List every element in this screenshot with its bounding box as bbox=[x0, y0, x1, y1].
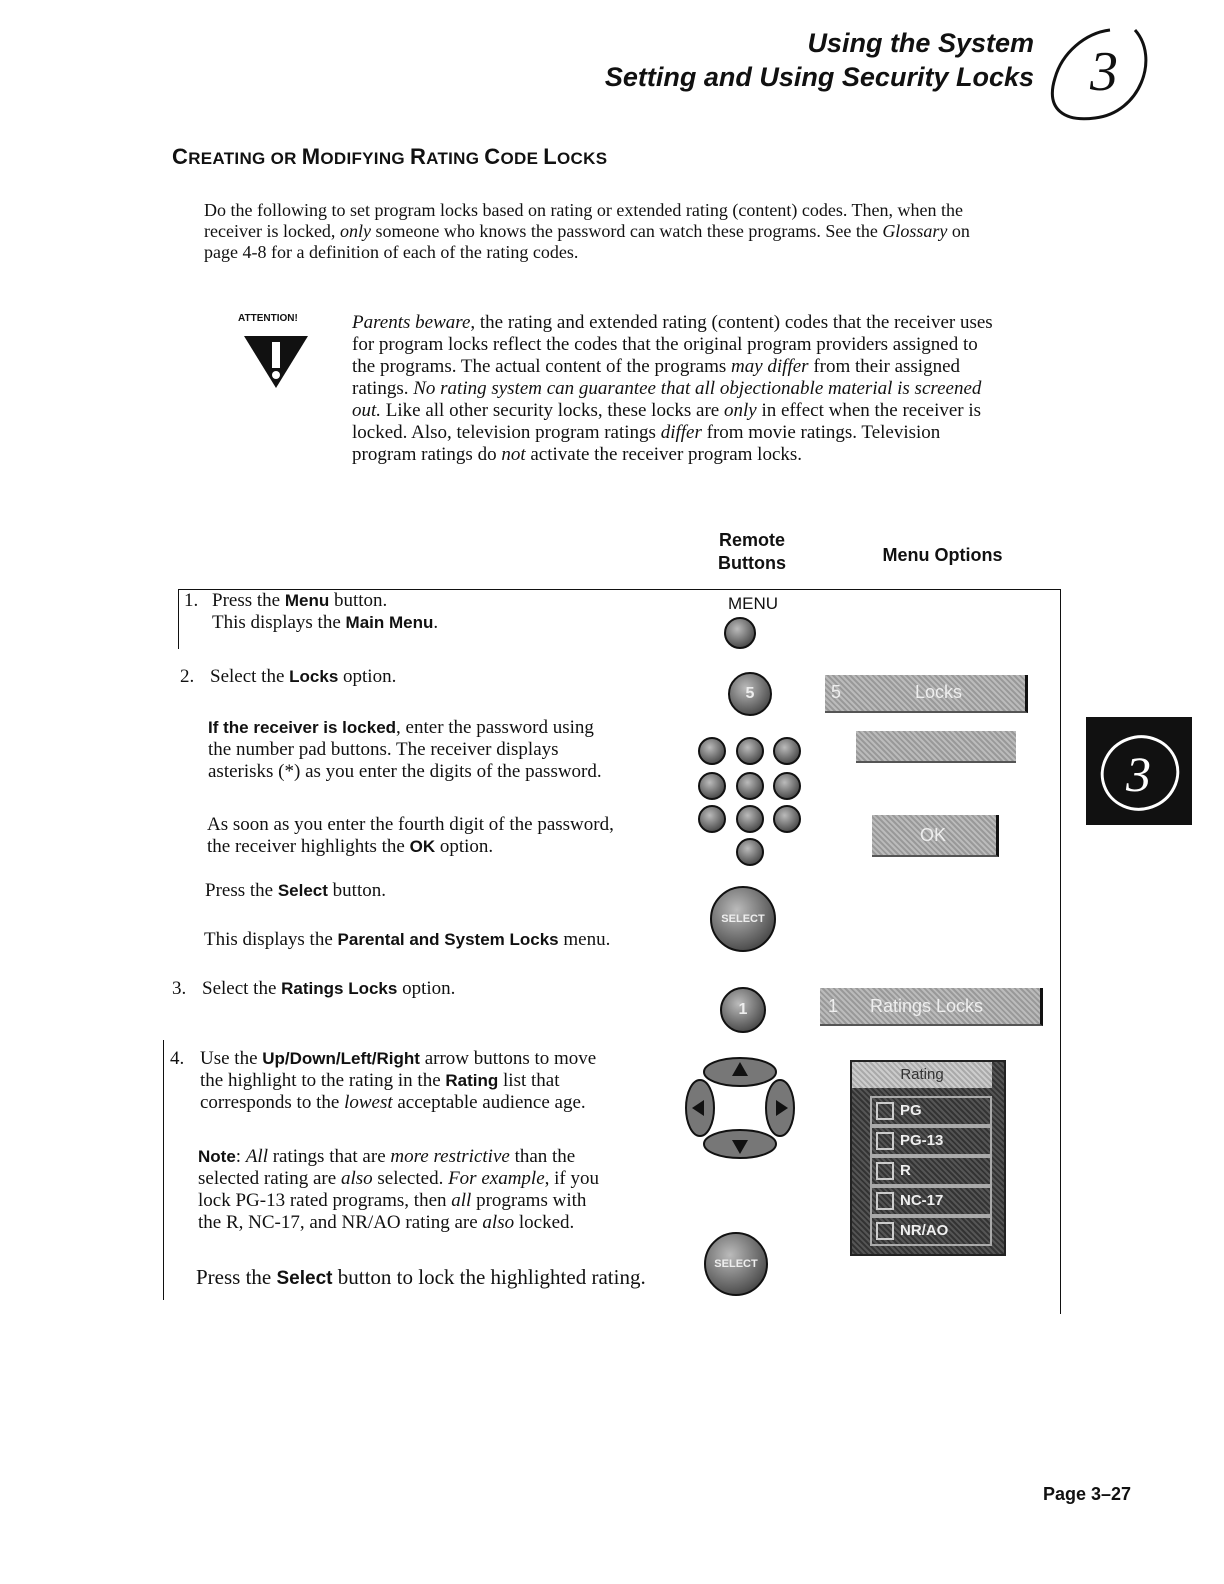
password-entry-field[interactable] bbox=[856, 731, 1016, 763]
rating-list-panel bbox=[850, 1060, 1006, 1256]
step-3-number: 3. bbox=[172, 978, 187, 999]
number-pad-button[interactable] bbox=[736, 838, 764, 866]
ok-menu-option[interactable]: OK bbox=[872, 815, 999, 857]
step-4-text: Use the Up/Down/Left/Right arrow buttons to move the highlight to the rating in the Rating list that corresponds to the lowest acceptable audience age. bbox=[200, 1048, 597, 1113]
chapter-side-tab bbox=[1086, 717, 1192, 825]
remote-key-5-button[interactable]: 5 bbox=[728, 672, 772, 716]
rating-item-pg[interactable]: PG bbox=[870, 1096, 992, 1126]
steps-box-left-line-lower bbox=[163, 1040, 164, 1300]
step-2-menu-text: This displays the Parental and System Locks menu. bbox=[204, 929, 611, 950]
chapter-circle-icon bbox=[1040, 18, 1150, 128]
number-pad-button[interactable] bbox=[773, 737, 801, 765]
locks-menu-option[interactable]: 5 Locks bbox=[825, 675, 1028, 713]
number-pad-button[interactable] bbox=[698, 805, 726, 833]
attention-warning-icon bbox=[242, 328, 310, 390]
checkbox-icon bbox=[876, 1132, 894, 1150]
checkbox-icon bbox=[876, 1102, 894, 1120]
number-pad-button[interactable] bbox=[773, 772, 801, 800]
header-line-1: Using the System bbox=[807, 28, 1034, 58]
number-pad-button[interactable] bbox=[736, 772, 764, 800]
checkbox-icon bbox=[876, 1222, 894, 1240]
step-2-ok-text: As soon as you enter the fourth digit of the password, the receiver highlights the OK option. bbox=[207, 814, 614, 857]
page-number: Page 3–27 bbox=[1043, 1484, 1132, 1504]
step-1-number: 1. bbox=[184, 590, 199, 611]
intro-paragraph: Do the following to set program locks based on rating or extended rating (content) codes. Then, when the receiver is locked, only someone who knows the password can watch these programs. See the Glossary on page 4-8 for a definition of each of the rating codes. bbox=[204, 200, 970, 262]
steps-box-right-line bbox=[1060, 589, 1061, 1314]
number-pad-button[interactable] bbox=[698, 772, 726, 800]
number-pad-button[interactable] bbox=[698, 737, 726, 765]
section-title: CREATING OR MODIFYING RATING CODE LOCKS bbox=[172, 144, 608, 169]
header-line-2: Setting and Using Security Locks bbox=[604, 62, 1034, 92]
attention-paragraph: Parents beware, the rating and extended rating (content) codes that the receiver uses for program locks reflect the codes that the original program providers assigned to the programs. The actual content of the programs may differ from their assigned ratings. No rating system can guarantee that all objectionable material is screened out. Like all other security locks, these locks are only in effect when the receiver is locked. Also, television program ratings differ from movie ratings. Television program ratings do not activate the receiver program locks. bbox=[352, 312, 993, 465]
chapter-number: 3 bbox=[1090, 41, 1118, 103]
step-4-note: Note: All ratings that are more restrictive than the selected rating are also selected. For example, if you lock PG-13 rated programs, then all programs with the R, NC-17, and NR/AO rating are also locked. bbox=[198, 1146, 599, 1233]
arrow-pad[interactable] bbox=[684, 1052, 796, 1164]
rating-item-nrao[interactable]: NR/AO bbox=[870, 1216, 992, 1246]
number-pad-button[interactable] bbox=[736, 737, 764, 765]
remote-key-1-button[interactable]: 1 bbox=[720, 987, 766, 1033]
step-4-final-text: Press the Select button to lock the highlighted rating. bbox=[196, 1265, 646, 1289]
menu-button-label: MENU bbox=[728, 594, 779, 613]
svg-text:3: 3 bbox=[1126, 746, 1151, 802]
remote-buttons-header: Remote Buttons bbox=[718, 530, 786, 573]
rating-item-r[interactable]: R bbox=[870, 1156, 992, 1186]
checkbox-icon bbox=[876, 1192, 894, 1210]
step-2-text: Select the Locks option. bbox=[210, 666, 397, 687]
step-1-text: Press the Menu button. This displays the Main Menu. bbox=[212, 590, 439, 633]
step-4-number: 4. bbox=[170, 1048, 185, 1069]
checkbox-icon bbox=[876, 1162, 894, 1180]
number-pad-button[interactable] bbox=[736, 805, 764, 833]
select-button[interactable]: SELECT bbox=[710, 886, 776, 952]
step-2-select-text: Press the Select button. bbox=[205, 880, 386, 901]
chapter-tab-circle-icon bbox=[1086, 717, 1192, 825]
rating-item-pg13[interactable]: PG-13 bbox=[870, 1126, 992, 1156]
rating-item-nc17[interactable]: NC-17 bbox=[870, 1186, 992, 1216]
select-button-final[interactable]: SELECT bbox=[704, 1232, 768, 1296]
rating-list-header: Rating bbox=[852, 1062, 992, 1088]
ratings-locks-menu-option[interactable]: 1 Ratings Locks bbox=[820, 988, 1043, 1026]
number-pad-button[interactable] bbox=[773, 805, 801, 833]
menu-options-header: Menu Options bbox=[882, 545, 1003, 565]
step-2-number: 2. bbox=[180, 666, 195, 687]
attention-label: ATTENTION! bbox=[238, 313, 298, 324]
steps-box-left-line bbox=[178, 589, 179, 649]
menu-button[interactable] bbox=[724, 617, 756, 649]
step-3-text: Select the Ratings Locks option. bbox=[202, 978, 456, 999]
step-2-locked-text: If the receiver is locked, enter the password using the number pad buttons. The receiver displays asterisks (*) as you enter the digits of the password. bbox=[208, 717, 602, 782]
